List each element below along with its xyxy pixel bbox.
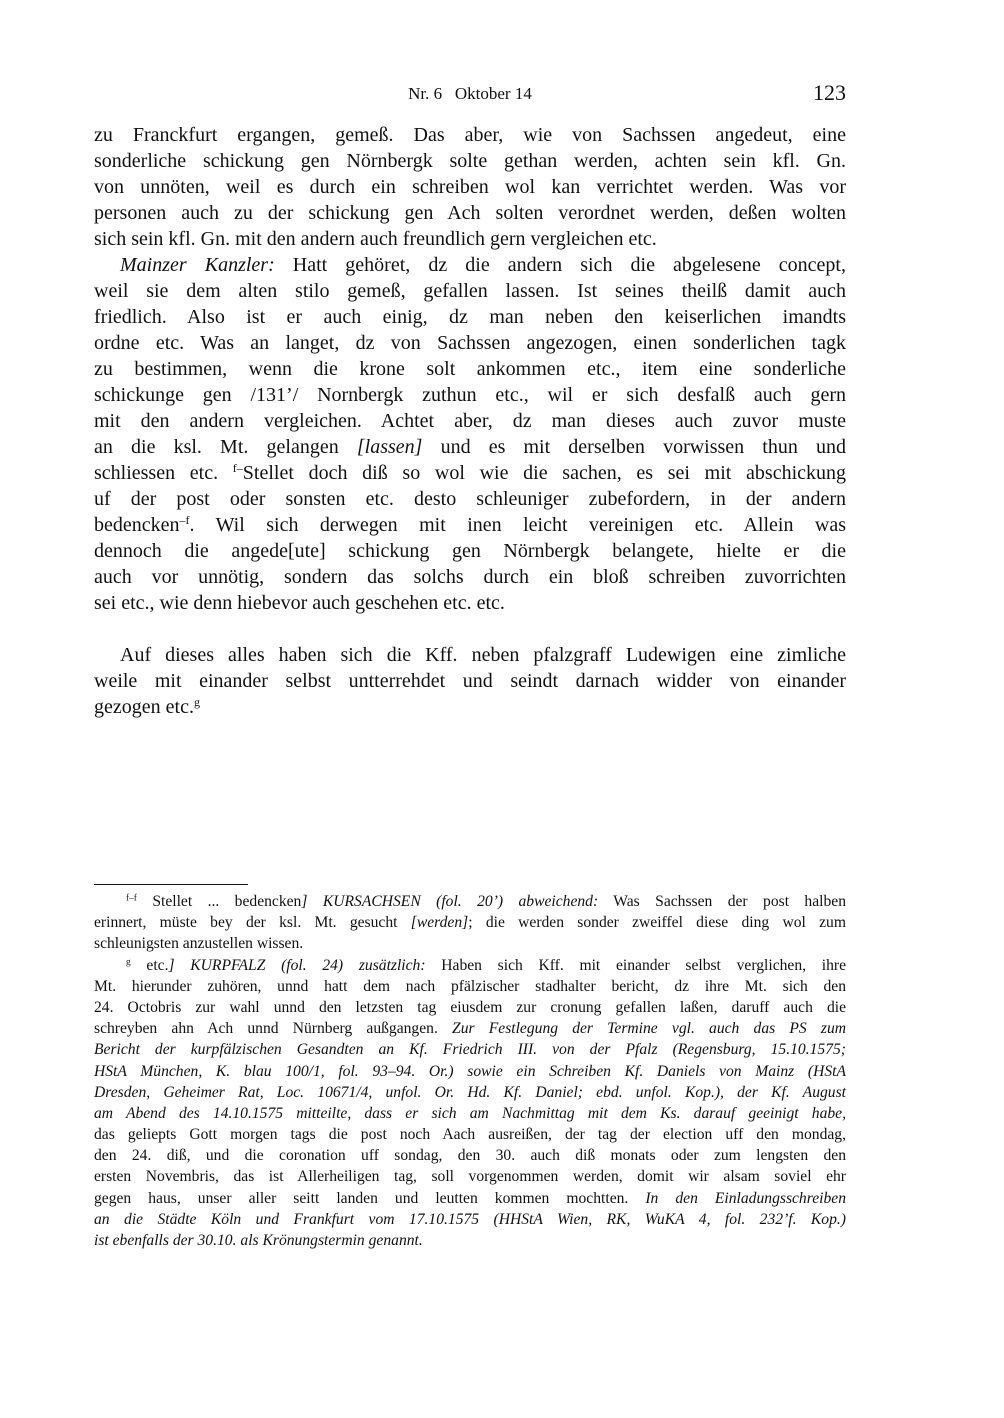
footnote-marker: f–: [232, 460, 243, 475]
footnote-marker: g: [126, 956, 131, 967]
header-title: Nr. 6 Oktober 14: [408, 84, 532, 103]
text-line: [94, 668, 846, 694]
text-segment: Haben sich Kff. mit einander selbst verglichen, ihre: [425, 956, 846, 974]
text-line: [94, 1061, 846, 1082]
text-line: [94, 955, 846, 976]
text-line: [94, 356, 846, 382]
text-segment: gegen haus, unser aller seitt landen und leutten kommen mochtten.: [94, 1189, 646, 1207]
text-segment: bedencken: [94, 514, 180, 536]
text-segment: an die ksl. Mt. gelangen: [94, 436, 357, 458]
text-segment: schickunge gen /131’/ Nornbergk zuthun etc., wil er sich desfalß auch gern: [94, 384, 846, 406]
text-line: [94, 460, 846, 486]
footnote-marker: f–f: [126, 893, 137, 904]
text-line: [94, 564, 846, 590]
text-segment: HStA München, K. blau 100/1, fol. 93–94. Or.) sowie ein Schreiben Kf. Daniels von Mainz (HStA: [94, 1062, 846, 1080]
text-segment: von unnöten, weil es durch ein schreiben wol kan verrichtet werden. Was vor: [94, 176, 846, 198]
text-segment: auch vor unnötig, sondern das solchs durch ein bloß schreiben zuvorrichten: [94, 566, 846, 588]
text-line: [94, 122, 846, 148]
text-segment: an die Städte Köln und Frankfurt vom 17.10.1575 (HHStA Wien, RK, WuKA 4, fol. 232’f. Kop.): [94, 1210, 846, 1228]
text-line: [94, 642, 846, 668]
main-text: [94, 122, 846, 720]
text-line: [94, 174, 846, 200]
text-line: [94, 997, 846, 1018]
text-line: [94, 1103, 846, 1124]
text-line: [94, 538, 846, 564]
text-line: [94, 912, 846, 933]
text-segment: 24. Octobris zur wahl unnd den letzsten tag eiusdem zur cronung gefallen laßen, daruff auch die: [94, 998, 846, 1016]
text-line: [94, 1209, 846, 1230]
text-segment: . Wil sich derwegen mit inen leicht vereinigen etc. Allein was: [189, 514, 846, 536]
text-segment: personen auch zu der schickung gen Ach solten verordnet werden, deßen wolten: [94, 202, 846, 224]
footnote-marker: –f: [179, 512, 190, 527]
footnote: [94, 955, 846, 1252]
text-line: [94, 933, 846, 954]
text-segment: das geliepts Gott morgen tags die post noch Aach ausreißen, der tag der election uff den mondag,: [94, 1126, 846, 1144]
text-segment: weile mit einander selbst untterrehdet und seindt darnach widder von einander: [94, 670, 846, 692]
text-segment: Stellet doch diß so wol wie die sachen, es sei mit abschickung: [242, 462, 847, 484]
text-segment: erinnert, müste bey der ksl. Mt. gesucht: [94, 914, 411, 932]
running-header: [94, 80, 846, 110]
text-segment: ordne etc. Was an langet, dz von Sachssen angezogen, einen sonderlichen tagk: [94, 332, 846, 354]
text-line: [94, 1145, 846, 1166]
text-segment: dennoch die angede[ute] schickung gen Nörnbergk belangete, hielte er die: [94, 540, 846, 562]
text-line: [94, 694, 846, 720]
text-segment: schleunigsten anzustellen wissen.: [94, 935, 304, 953]
text-segment: sich sein kfl. Gn. mit den andern auch freundlich gern vergleichen etc.: [94, 228, 657, 250]
text-segment: Bericht der kurpfälzischen Gesandten an Kf. Friedrich III. von der Pfalz (Regensburg, 15.10.1575;: [94, 1041, 846, 1059]
text-line: [94, 1166, 846, 1187]
text-segment: friedlich. Also ist er auch einig, dz man neben den keiserlichen imandts: [94, 306, 846, 328]
text-segment: ; die werden sonder zweiffel diese ding wol zum: [468, 914, 846, 932]
page-number: 123: [813, 80, 846, 105]
text-segment: sei etc., wie denn hiebevor auch geschehen etc. etc.: [94, 592, 505, 614]
text-segment: am Abend des 14.10.1575 mitteilte, dass er sich am Nachmittag mit dem Ks. darauf geeinigt habe,: [94, 1104, 846, 1122]
text-line: [94, 976, 846, 997]
text-line: [94, 1230, 846, 1251]
text-line: [94, 590, 846, 616]
text-segment: Was Sachssen der post halben: [598, 893, 847, 910]
footnote-marker: g: [193, 694, 200, 709]
footnote: [94, 891, 846, 955]
text-segment: zu bestimmen, wenn die krone solt ankommen etc., item eine sonderliche: [94, 358, 846, 380]
text-segment: Dresden, Geheimer Rat, Loc. 10671/4, unfol. Or. Hd. Kf. Daniel; ebd. unfol. Kop.), der Kf. August: [94, 1083, 846, 1101]
text-segment: sonderliche schickung gen Nörnbergk solte gethan werden, achten sein kfl. Gn.: [94, 150, 846, 172]
text-segment: uf der post oder sonsten etc. desto schleuniger zubefordern, in der andern: [94, 488, 846, 510]
text-segment: weil sie dem alten stilo gemeß, gefallen lassen. Ist seines theilß damit auch: [94, 280, 846, 302]
text-line: [94, 200, 846, 226]
text-segment: ist ebenfalls der 30.10. als Krönungstermin genannt.: [94, 1232, 423, 1249]
text-line: [94, 252, 846, 278]
paragraph: [94, 252, 846, 616]
text-segment: und es mit derselben vorwissen thun und: [422, 436, 846, 458]
footnotes: [94, 891, 846, 1251]
text-line: [94, 891, 846, 912]
text-segment: zu Franckfurt ergangen, gemeß. Das aber, wie von Sachssen angedeut, eine: [94, 124, 846, 146]
text-line: [94, 1124, 846, 1145]
text-line: [94, 304, 846, 330]
text-segment: Mainzer Kanzler:: [120, 254, 275, 276]
text-line: [94, 512, 846, 538]
paragraph: [94, 642, 846, 720]
text-line: [94, 1039, 846, 1060]
text-line: [94, 382, 846, 408]
text-line: [94, 1082, 846, 1103]
text-segment: Zur Festlegung der Termine vgl. auch das PS zum: [452, 1020, 846, 1038]
text-segment: Stellet ... bedencken: [136, 893, 302, 910]
text-line: [94, 1188, 846, 1209]
text-line: [94, 408, 846, 434]
text-segment: ] KURPFALZ (fol. 24) zusätzlich:: [168, 956, 426, 974]
footnote-rule: [94, 884, 248, 885]
text-line: [94, 278, 846, 304]
text-segment: Auf dieses alles haben sich die Kff. neben pfalzgraff Ludewigen eine zimliche: [120, 644, 846, 666]
text-segment: In den Einladungsschreiben: [645, 1189, 846, 1207]
text-segment: [werden]: [410, 914, 469, 932]
text-segment: [lassen]: [356, 436, 423, 458]
text-line: [94, 148, 846, 174]
text-line: [94, 486, 846, 512]
text-segment: mit den andern vergleichen. Achtet aber, dz man dieses auch zuvor muste: [94, 410, 846, 432]
text-line: [94, 1018, 846, 1039]
text-segment: etc.: [130, 956, 169, 974]
text-segment: gezogen etc.: [94, 696, 194, 718]
text-segment: schreyben ahn Ach unnd Nürnberg außgangen.: [94, 1020, 453, 1038]
text-line: [94, 226, 846, 252]
text-segment: Mt. hierunder zuhören, unnd hatt dem nach pfälzischer stadhalter bericht, dz ihre Mt. sich den: [94, 977, 846, 995]
text-segment: ] KURSACHSEN (fol. 20’) abweichend:: [301, 893, 599, 910]
text-segment: den 24. diß, und die coronation uff sondag, den 30. auch diß monats oder zum lengsten den: [94, 1147, 846, 1165]
text-line: [94, 434, 846, 460]
text-line: [94, 330, 846, 356]
text-segment: schliessen etc.: [94, 462, 233, 484]
paragraph: [94, 122, 846, 252]
text-segment: ersten Novembris, das ist Allerheiligen tag, soll vorgenommen werden, domit wir alsam soviel ehr: [94, 1168, 846, 1186]
text-segment: Hatt gehöret, dz die andern sich die abgelesene concept,: [274, 254, 846, 276]
